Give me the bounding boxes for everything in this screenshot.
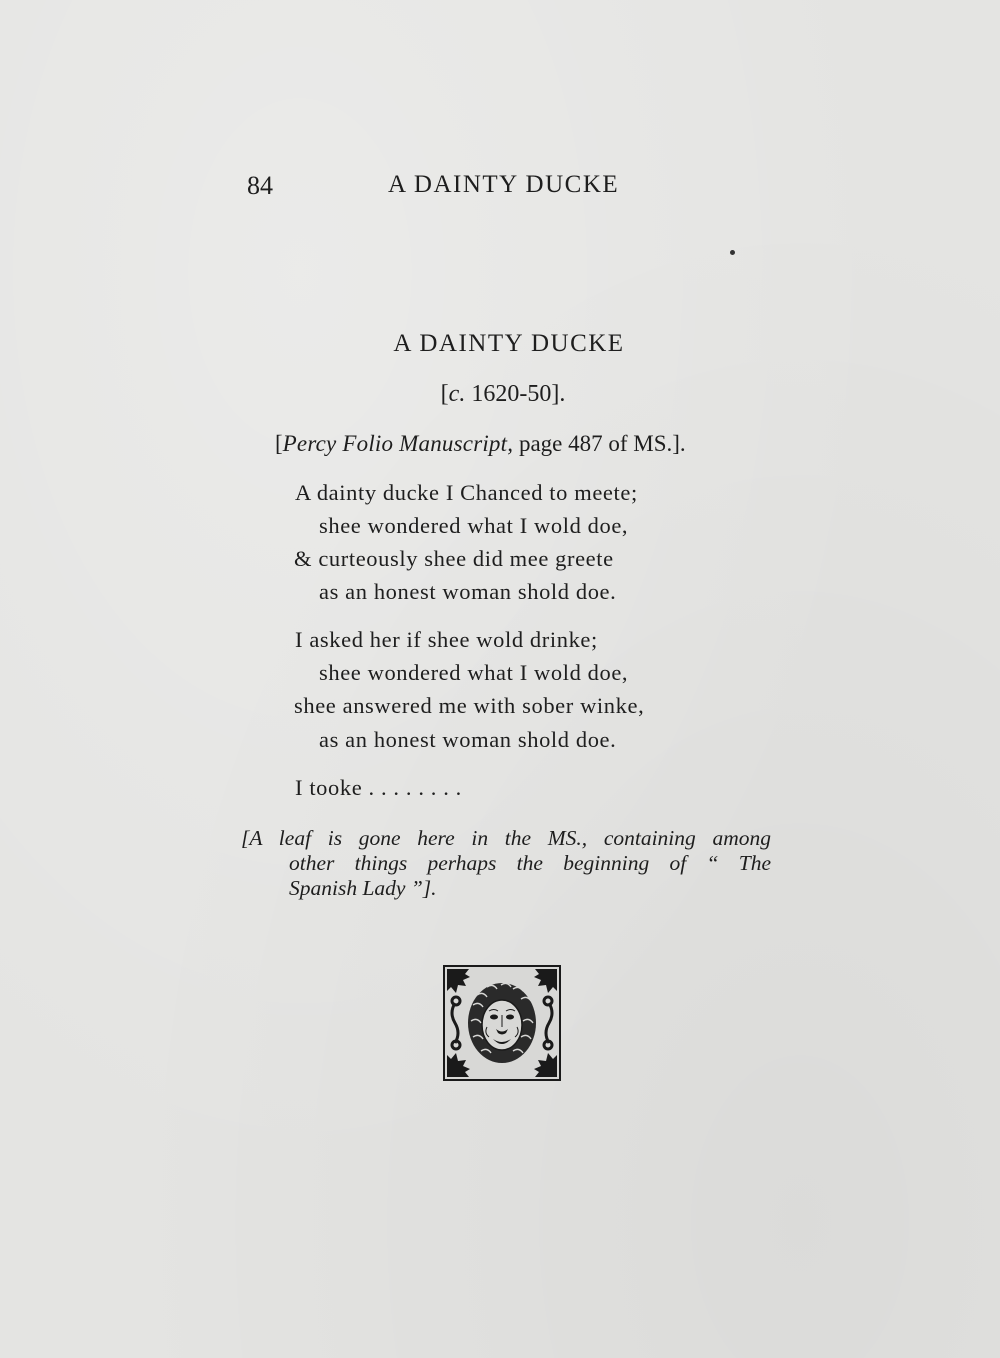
poem-date: [c. 1620-50]. <box>440 381 566 407</box>
page-number: 84 <box>247 171 273 200</box>
stanza-2-line-2: shee wondered what I wold doe, <box>319 660 629 685</box>
paper-speck <box>730 250 735 255</box>
running-title: A DAINTY DUCKE <box>388 171 620 198</box>
lion-head-ornament-icon <box>443 965 561 1081</box>
stanza-3-line-1: I tooke . . . . . . . . <box>295 775 462 800</box>
editorial-note <box>241 826 771 901</box>
stanza-1-line-3: & curteously shee did mee greete <box>294 546 614 571</box>
note-line-3: Spanish Lady ”]. <box>289 876 437 900</box>
stanza-2-line-1: I asked her if shee wold drinke; <box>295 627 598 652</box>
note-line-2: other things perhaps the beginning of “ The <box>289 851 771 875</box>
note-line-1: [A leaf is gone here in the MS., containing among <box>241 826 771 850</box>
stanza-1-line-1: A dainty ducke I Chanced to meete; <box>295 480 638 505</box>
poem-source: [Percy Folio Manuscript, page 487 of MS.]. <box>275 431 686 456</box>
stanza-2-line-4: as an honest woman shold doe. <box>319 727 617 752</box>
stanza-1-line-2: shee wondered what I wold doe, <box>319 513 629 538</box>
stanza-1-line-4: as an honest woman shold doe. <box>319 579 617 604</box>
source-title: Percy Folio Manuscript, <box>282 431 514 456</box>
stanza-2-line-3: shee answered me with sober winke, <box>294 693 645 718</box>
source-page: page 487 of MS.]. <box>513 431 686 456</box>
poem-title: A DAINTY DUCKE <box>393 330 625 357</box>
